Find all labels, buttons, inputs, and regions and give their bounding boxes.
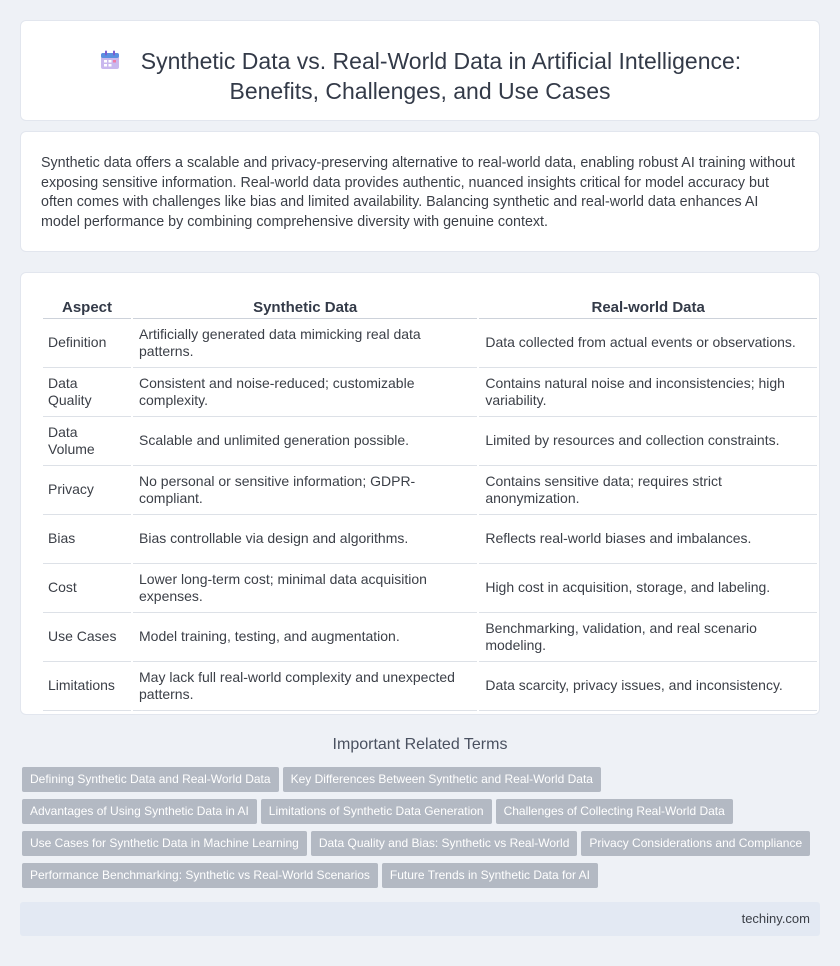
aspect-cell: Privacy [43,466,131,515]
calendar-icon [99,49,121,71]
related-term-tag[interactable]: Performance Benchmarking: Synthetic vs Real-World Scenarios [22,863,378,888]
synthetic-cell: Scalable and unlimited generation possible. [133,417,477,466]
tag-row [22,767,822,799]
related-term-tag[interactable]: Challenges of Collecting Real-World Data [496,799,733,824]
intro-paragraph: Synthetic data offers a scalable and privacy-preserving alternative to real-world data, enabling robust AI training without exposing sensitive information. Real-world data provides authentic, nuanced insights critical for model accuracy but often comes with challenges like bias and limited availability. Balancing synthetic and real-world data enhances AI model performance by combining comprehensive diversity with genuine context. [41,155,795,230]
header-aspect: Aspect [43,295,131,319]
synthetic-cell: Bias controllable via design and algorithms. [133,515,477,564]
synthetic-cell: Consistent and noise-reduced; customizable complexity. [133,368,477,417]
comparison-table [41,295,819,711]
footer-site-link[interactable]: techiny.com [741,911,810,926]
tag-row [22,831,822,863]
real-world-cell: Benchmarking, validation, and real scenario modeling. [479,613,817,662]
intro-card [20,131,820,252]
synthetic-cell: No personal or sensitive information; GDPR-compliant. [133,466,477,515]
synthetic-cell: May lack full real-world complexity and unexpected patterns. [133,662,477,711]
related-terms-list [22,767,822,895]
aspect-cell: Bias [43,515,131,564]
table-row [43,662,817,711]
aspect-cell: Data Quality [43,368,131,417]
aspect-cell: Limitations [43,662,131,711]
title-card [20,20,820,121]
synthetic-cell: Model training, testing, and augmentation. [133,613,477,662]
synthetic-cell: Lower long-term cost; minimal data acquisition expenses. [133,564,477,613]
table-row [43,613,817,662]
aspect-cell: Data Volume [43,417,131,466]
tag-row [22,863,822,895]
table-header-row [43,295,817,319]
related-term-tag[interactable]: Advantages of Using Synthetic Data in AI [22,799,257,824]
aspect-cell: Use Cases [43,613,131,662]
real-world-cell: Data scarcity, privacy issues, and inconsistency. [479,662,817,711]
header-synthetic: Synthetic Data [133,295,477,319]
synthetic-cell: Artificially generated data mimicking real data patterns. [133,319,477,368]
header-real-world: Real-world Data [479,295,817,319]
related-term-tag[interactable]: Privacy Considerations and Compliance [581,831,810,856]
table-row [43,564,817,613]
real-world-cell: High cost in acquisition, storage, and labeling. [479,564,817,613]
tag-row [22,799,822,831]
real-world-cell: Contains natural noise and inconsistencies; high variability. [479,368,817,417]
real-world-cell: Reflects real-world biases and imbalances. [479,515,817,564]
related-term-tag[interactable]: Data Quality and Bias: Synthetic vs Real-World [311,831,578,856]
table-row [43,319,817,368]
real-world-cell: Data collected from actual events or observations. [479,319,817,368]
footer [20,902,820,936]
real-world-cell: Contains sensitive data; requires strict anonymization. [479,466,817,515]
aspect-cell: Definition [43,319,131,368]
related-terms-heading: Important Related Terms [332,736,508,753]
comparison-table-card [20,272,820,715]
real-world-cell: Limited by resources and collection constraints. [479,417,817,466]
related-term-tag[interactable]: Limitations of Synthetic Data Generation [261,799,492,824]
table-row [43,368,817,417]
related-term-tag[interactable]: Use Cases for Synthetic Data in Machine Learning [22,831,307,856]
title-line-2: Benefits, Challenges, and Use Cases [229,78,611,104]
related-term-tag[interactable]: Key Differences Between Synthetic and Real-World Data [283,767,601,792]
aspect-cell: Cost [43,564,131,613]
table-row [43,515,817,564]
related-term-tag[interactable]: Future Trends in Synthetic Data for AI [382,863,598,888]
title-line-1: Synthetic Data vs. Real-World Data in Artificial Intelligence: [140,48,742,74]
related-term-tag[interactable]: Defining Synthetic Data and Real-World Data [22,767,279,792]
page-title [21,46,819,106]
table-row [43,466,817,515]
table-row [43,417,817,466]
